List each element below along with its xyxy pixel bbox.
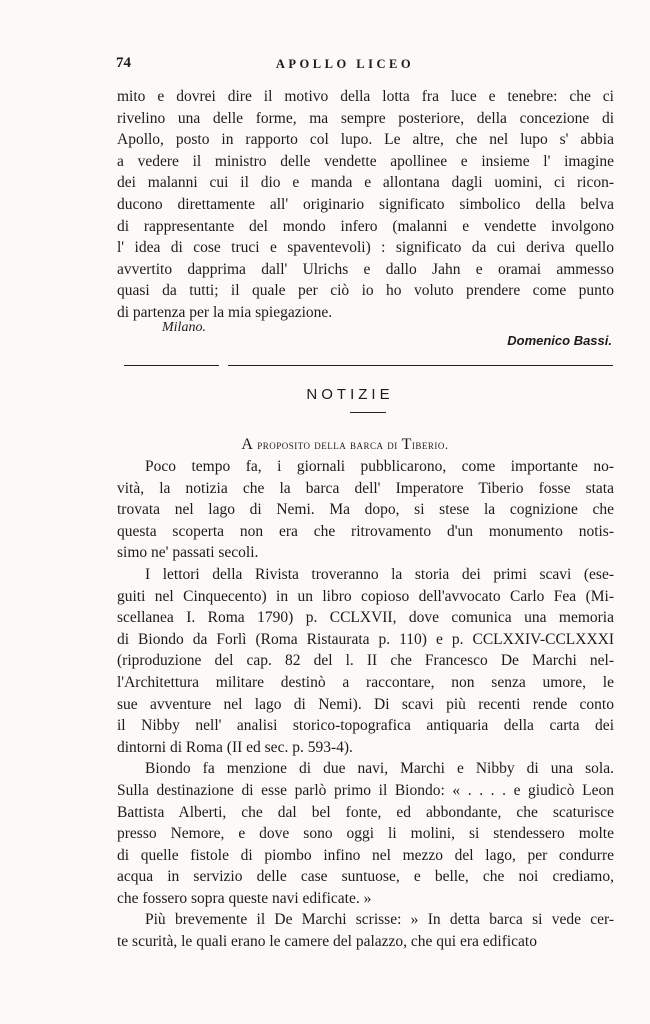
text-line: Poco tempo fa, i giornali pubblicarono, come importante no- [145,458,614,475]
text-line: Apollo, posto in rapporto col lupo. Le altre, che nel lupo s' abbia [117,131,614,149]
text-line: rivelino una delle forme, ma sempre posteriore, della concezione di [117,109,614,127]
section-title-underline [350,412,386,413]
text-line: I lettori della Rivista troveranno la storia dei primi scavi (ese- [145,565,614,583]
text-line: di partenza per la mia spiegazione. [117,303,333,321]
text-line: ducono direttamente all' originario significato simbolico della belva [117,195,614,213]
text-line: il Nibby nell' analisi storico-topografica antiquaria della carta dei [117,717,614,735]
text-line: questa scoperta non era che ritrovamento d'un monumento notis- [117,522,614,540]
text-line: avvertito dapprima dall' Ulrichs e dallo Jahn e oramai ammesso [117,260,614,278]
signature-place: Milano. [162,320,206,335]
subheading-small-caps: proposito della barca di [257,437,398,452]
text-line: simo ne' passati secoli. [117,544,259,562]
text-line: Sulla destinazione di esse parlò primo il Biondo: « . . . . e giudicò Leon [117,781,614,799]
text-line: a vedere il ministro delle vendette apollinee e insieme l' imagine [117,152,614,170]
text-line: trovata nel lago di Nemi. Ma dopo, si stese la cognizione che [117,501,614,519]
text-line: scellanea I. Roma 1790) p. CCLXVII, dove comunica una memoria [117,609,614,627]
signature-author: Domenico Bassi. [507,333,612,348]
separator-rule-left [124,365,219,366]
text-line: l'Architettura militare destinò a raccontare, non senza umore, le [117,673,614,691]
section-title: NOTIZIE [306,386,394,403]
text-line: dei malanni cui il dio e manda e allontana dagli uomini, ci ricon- [117,174,614,192]
news-subheading [0,436,650,454]
text-line: guiti nel Cinquecento) in un libro copioso dell'avvocato Carlo Fea (Mi- [117,587,614,605]
text-line: di Biondo da Forlì (Roma Ristaurata p. 110) e p. CCLXXIV-CCLXXXI [117,630,614,648]
text-line: presso Nemore, e dove sono oggi li molini, si stendessero molte [117,825,614,843]
text-line: vità, la notizia che la barca dell' Imperatore Tiberio fosse stata [117,479,614,497]
subheading-name-cap: T [401,436,412,453]
text-line: te scurità, le quali erano le camere del palazzo, che qui era edificato [117,933,537,951]
text-line: di quelle fistole di piombo infino nel mezzo del lago, per condurre [117,846,614,864]
page-number: 74 [116,55,131,71]
running-title: APOLLO LICEO [275,57,415,71]
text-line: dintorni di Roma (II ed sec. p. 593-4). [117,738,353,756]
text-line: di rappresentante del mondo infero (malanni e vendette involgono [117,217,614,235]
text-line: Battista Alberti, che dal bel fonte, ed abbondante, che scaturisce [117,803,614,821]
separator-rule-right [228,365,613,366]
subheading-prefix: A [241,436,254,453]
text-line: che fossero sopra queste navi edificate. » [117,889,372,907]
text-line: Biondo fa menzione di due navi, Marchi e Nibby di una sola. [145,760,614,778]
text-line: Più brevemente il De Marchi scrisse: » In detta barca si vede cer- [145,911,614,929]
text-line: l' idea di cose truci e spaventevoli) : significato da cui deriva quello [117,239,614,257]
text-line: acqua in servizio delle case suntuose, e belle, che noi crediamo, [117,868,614,886]
text-line: (riproduzione del cap. 82 del l. II che Francesco De Marchi nel- [117,652,614,670]
news-body-text [117,456,614,953]
subheading-name-rest: iberio. [411,437,449,452]
text-line: sue avventure nel lago di Nemi). Di scavi più recenti rende conto [117,695,614,713]
text-line: mito e dovrei dire il motivo della lotta fra luce e tenebre: che ci [117,88,614,105]
text-line: quasi da tutti; il quale per ciò io ho voluto prendere come punto [117,282,614,300]
article-ending-text [117,86,614,324]
